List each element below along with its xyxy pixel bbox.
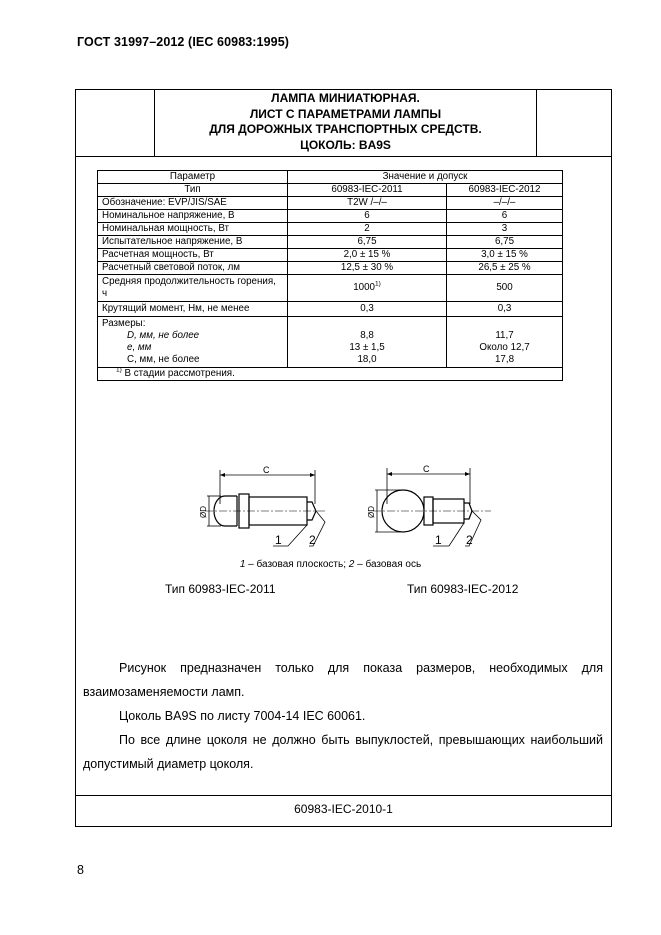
table-row	[98, 262, 563, 275]
label-2: 2	[309, 533, 316, 547]
document-header: ГОСТ 31997–2012 (IEC 60983:1995)	[77, 35, 290, 49]
label-1: 1	[275, 533, 282, 547]
page-number: 8	[77, 863, 84, 877]
value-cell: 3	[447, 223, 563, 236]
caption-text-2: – базовая ось	[354, 559, 422, 570]
sizes-label: Размеры:	[102, 318, 146, 329]
figure-caption	[0, 559, 661, 570]
table-row	[98, 249, 563, 262]
table-row	[98, 302, 563, 317]
value-cell: 2,0 ± 15 %	[288, 249, 447, 262]
title-line-2: ЛИСТ С ПАРАМЕТРАМИ ЛАМПЫ	[249, 106, 442, 121]
value-cell: 500	[447, 275, 563, 302]
life-value-1: 1000	[353, 282, 375, 293]
footnote-text: В стадии рассмотрения.	[121, 368, 235, 379]
sheet-number: 60983-IEC-2010-1	[294, 802, 393, 816]
size-d-2: 11,7	[495, 330, 514, 341]
label-2: 2	[466, 533, 473, 547]
value-cell: 6	[288, 210, 447, 223]
caption-number-1: 1	[239, 559, 246, 570]
footnote-row	[98, 368, 563, 381]
size-e-2: Около 12,7	[479, 342, 530, 353]
param-cell: Расчетная мощность, Вт	[98, 249, 288, 262]
parameters-table	[97, 170, 563, 381]
paragraph-1: Рисунок предназначен только для показа размеров, необходимых для взаимозаменяемости ламп.	[83, 661, 603, 699]
value-cell: 2	[288, 223, 447, 236]
title-line-3: ДЛЯ ДОРОЖНЫХ ТРАНСПОРТНЫХ СРЕДСТВ.	[209, 122, 482, 136]
header-values: Значение и допуск	[288, 171, 563, 184]
value-cell	[447, 317, 563, 368]
value-cell: 6,75	[288, 236, 447, 249]
size-c-1: 18,0	[357, 354, 377, 365]
param-cell: Номинальная мощность, Вт	[98, 223, 288, 236]
value-cell: 26,5 ± 25 %	[447, 262, 563, 275]
param-cell: Крутящий момент, Нм, не менее	[98, 302, 288, 317]
value-cell: 6,75	[447, 236, 563, 249]
caption-text-1: – базовая плоскость;	[245, 559, 349, 570]
dim-d-text: ØD	[367, 506, 376, 518]
size-e-1: 13 ± 1,5	[349, 342, 385, 353]
paragraph-3: По все длине цоколя не должно быть выпуклостей, превышающих наибольший допустимый диаметр цоколя.	[83, 733, 603, 771]
table-row	[98, 275, 563, 302]
table-row	[98, 223, 563, 236]
value-cell	[288, 275, 447, 302]
label-1: 1	[435, 533, 442, 547]
value-cell	[288, 317, 447, 368]
table-row	[98, 317, 563, 368]
table-row	[98, 236, 563, 249]
table-row	[98, 210, 563, 223]
sheet-title	[155, 91, 536, 153]
value-cell: 0,3	[288, 302, 447, 317]
table-row	[98, 197, 563, 210]
table-row	[98, 184, 563, 197]
param-cell: Номинальное напряжение, В	[98, 210, 288, 223]
value-cell: T2W /–/–	[288, 197, 447, 210]
size-e-label: e, мм	[127, 342, 152, 353]
value-cell: 12,5 ± 30 %	[288, 262, 447, 275]
title-left-cell	[76, 90, 155, 156]
value-cell: 60983-IEC-2011	[288, 184, 447, 197]
value-cell: 60983-IEC-2012	[447, 184, 563, 197]
value-cell: 3,0 ± 15 %	[447, 249, 563, 262]
param-cell: Расчетный световой поток, лм	[98, 262, 288, 275]
caption-number-2: 2	[348, 559, 355, 570]
table-header-row	[98, 171, 563, 184]
header-parameter: Параметр	[98, 171, 288, 184]
type-label-left: Тип 60983-IEC-2011	[165, 582, 276, 596]
value-cell: –/–/–	[447, 197, 563, 210]
title-right-cell	[536, 90, 612, 156]
dim-c-text: C	[423, 464, 430, 474]
title-line-4: ЦОКОЛЬ: BA9S	[300, 137, 391, 152]
footnote-ref: 1)	[375, 280, 381, 288]
dim-d-text: ØD	[199, 506, 208, 518]
title-line-1: ЛАМПА МИНИАТЮРНАЯ.	[271, 91, 420, 105]
size-d-label: D, мм, не более	[127, 330, 200, 341]
lamp-drawing-2011	[195, 462, 335, 552]
paragraph-2: Цоколь BA9S по листу 7004-14 IEC 60061.	[119, 709, 366, 723]
title-block	[76, 90, 611, 157]
size-d-1: 8,8	[360, 330, 374, 341]
dim-c-text: C	[263, 465, 270, 475]
param-cell: Обозначение: EVP/JIS/SAE	[98, 197, 288, 210]
size-c-label: С, мм, не более	[127, 354, 200, 365]
footnote-cell	[98, 368, 563, 381]
size-c-2: 17,8	[494, 354, 515, 365]
param-cell: Тип	[98, 184, 288, 197]
value-cell: 0,3	[447, 302, 563, 317]
param-cell: Испытательное напряжение, В	[98, 236, 288, 249]
lamp-drawing-2012	[365, 460, 505, 552]
value-cell: 6	[447, 210, 563, 223]
footer-divider	[75, 795, 612, 796]
param-cell	[98, 317, 288, 368]
type-label-right: Тип 60983-IEC-2012	[407, 582, 519, 596]
footnote-mark: 1)	[116, 366, 122, 374]
param-cell: Средняя продолжительность горения, ч	[98, 275, 288, 302]
